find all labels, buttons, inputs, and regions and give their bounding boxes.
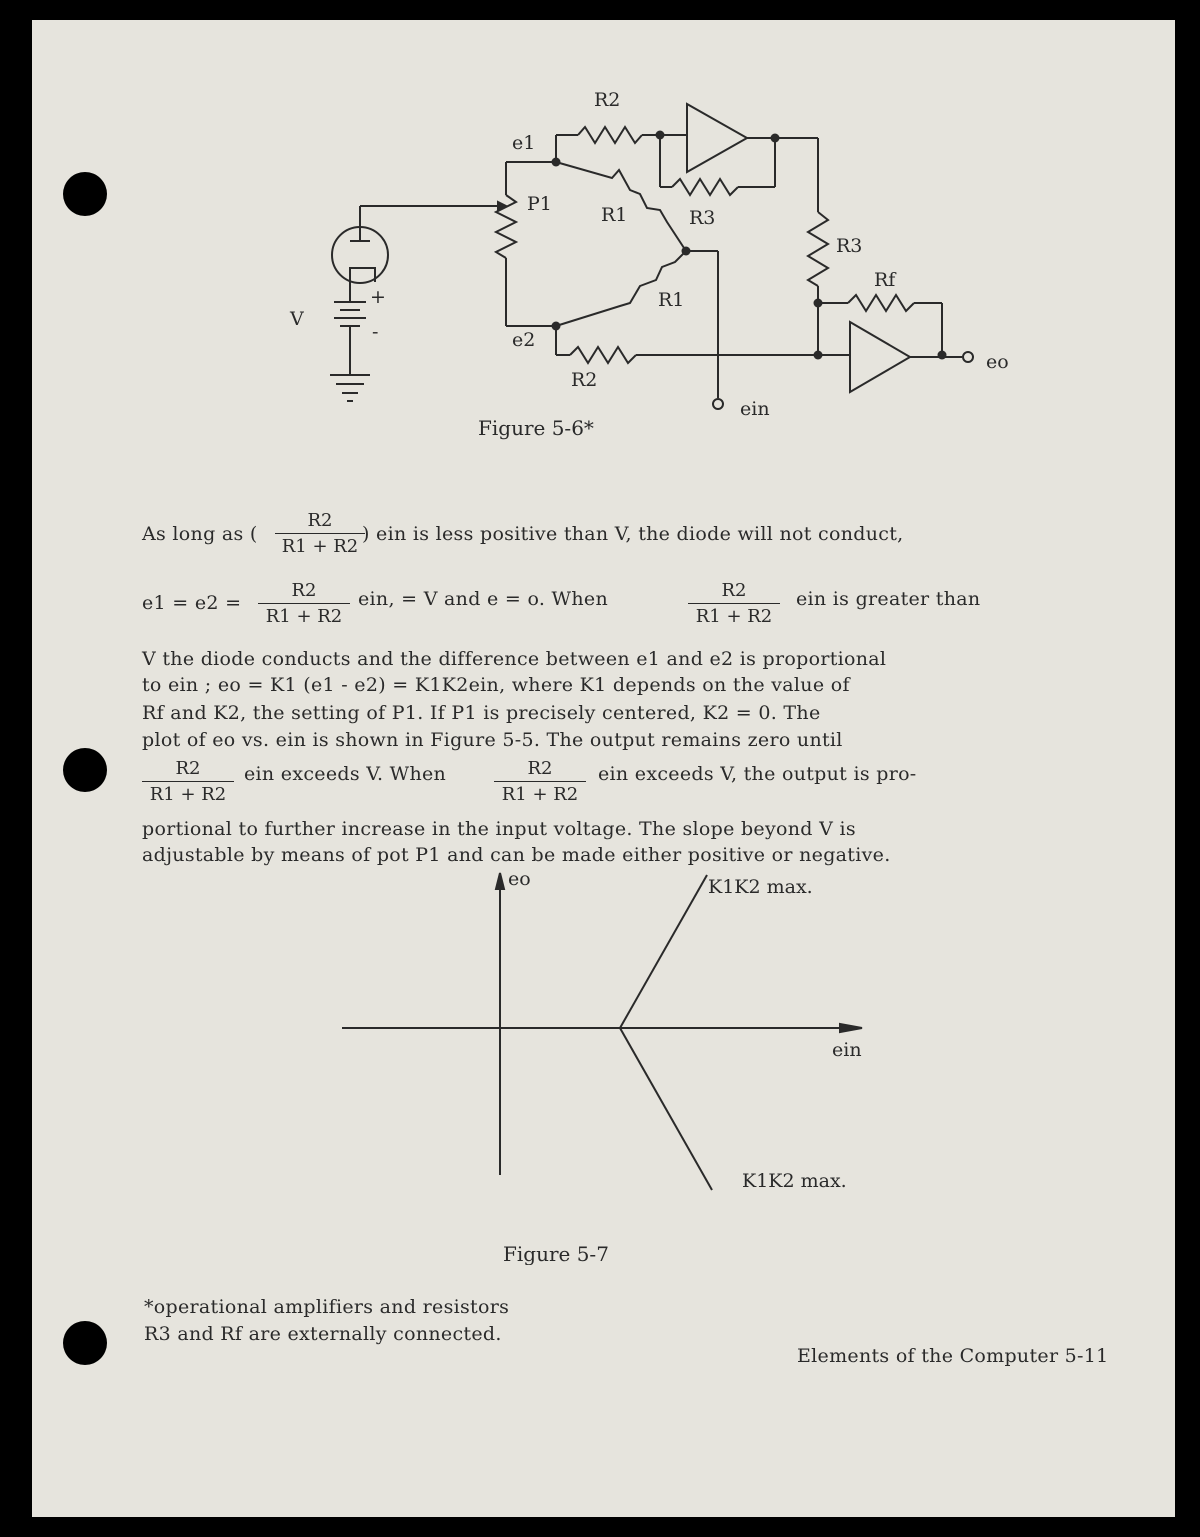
fraction-line2-num: R2	[291, 580, 317, 601]
label-plus: +	[370, 286, 386, 308]
fraction-line7-den: R1 + R2	[149, 784, 227, 805]
binder-hole-middle	[63, 748, 107, 792]
text-line-7a: ein exceeds V. When	[244, 763, 447, 785]
upper-line-label: K1K2 max.	[708, 876, 813, 898]
label-minus: -	[372, 321, 379, 343]
y-axis-arrow	[496, 873, 504, 889]
lower-line-label: K1K2 max.	[742, 1170, 847, 1192]
label-eo: eo	[986, 351, 1009, 373]
upper-response-line	[620, 875, 707, 1028]
text-line-2c: ein is greater than	[796, 588, 981, 610]
text-line-5: Rf and K2, the setting of P1. If P1 is precisely centered, K2 = 0. The	[142, 702, 821, 724]
fraction-line2	[258, 580, 350, 627]
text-line-1b: ) ein is less positive than V, the diode will not conduct,	[362, 523, 904, 545]
figure-5-6-circuit	[0, 0, 1200, 460]
lower-response-line	[620, 1028, 712, 1190]
label-e1: e1	[512, 132, 536, 154]
text-line-2a: e1 = e2 =	[142, 592, 242, 614]
footnote-line-2: R3 and Rf are externally connected.	[144, 1323, 502, 1345]
text-line-3: V the diode conducts and the difference between e1 and e2 is proportional	[142, 648, 887, 670]
fraction-line2-second-den: R1 + R2	[695, 606, 773, 627]
text-line-1a: As long as (	[142, 523, 258, 545]
text-line-4: to ein ; eo = K1 (e1 - e2) = K1K2ein, where K1 depends on the value of	[142, 674, 850, 696]
fraction-line7-second-den: R1 + R2	[501, 784, 579, 805]
label-r3-feedback: R3	[689, 207, 716, 229]
fraction-line7-second	[494, 758, 586, 805]
label-p1: P1	[527, 193, 552, 215]
y-axis-label: eo	[508, 868, 531, 890]
page-footer: Elements of the Computer 5-11	[797, 1345, 1109, 1367]
fraction-line1-num: R2	[307, 510, 333, 531]
fraction-line7-num: R2	[175, 758, 201, 779]
fraction-line1	[275, 510, 365, 557]
fraction-line7-second-num: R2	[527, 758, 553, 779]
fraction-line7	[142, 758, 234, 805]
text-line-7b: ein exceeds V, the output is pro-	[598, 763, 917, 785]
label-e2: e2	[512, 329, 536, 351]
fraction-line2-second	[688, 580, 780, 627]
figure-5-7-plot	[0, 865, 1200, 1265]
figure-5-6-caption: Figure 5-6*	[478, 416, 594, 440]
fraction-line2-second-num: R2	[721, 580, 747, 601]
text-line-9: adjustable by means of pot P1 and can be made either positive or negative.	[142, 844, 891, 866]
label-r2-top: R2	[594, 89, 621, 111]
text-line-2b: ein, = V and e = o. When	[358, 588, 608, 610]
text-line-8: portional to further increase in the input voltage. The slope beyond V is	[142, 818, 856, 840]
label-r1-lower: R1	[658, 289, 685, 311]
binder-hole-bottom	[63, 1321, 107, 1365]
label-r2-bottom: R2	[571, 369, 598, 391]
footnote-line-1: *operational amplifiers and resistors	[144, 1296, 510, 1318]
figure-5-7-caption: Figure 5-7	[503, 1242, 609, 1265]
text-line-6: plot of eo vs. ein is shown in Figure 5-5. The output remains zero until	[142, 729, 843, 751]
label-r1-upper: R1	[601, 204, 628, 226]
label-v: V	[290, 308, 304, 330]
x-axis-label: ein	[832, 1039, 862, 1061]
fraction-line2-den: R1 + R2	[265, 606, 343, 627]
label-rf: Rf	[874, 269, 896, 291]
fraction-line1-den: R1 + R2	[281, 536, 359, 557]
label-r3-right: R3	[836, 235, 863, 257]
label-ein: ein	[740, 398, 770, 420]
x-axis-arrow	[840, 1024, 862, 1032]
